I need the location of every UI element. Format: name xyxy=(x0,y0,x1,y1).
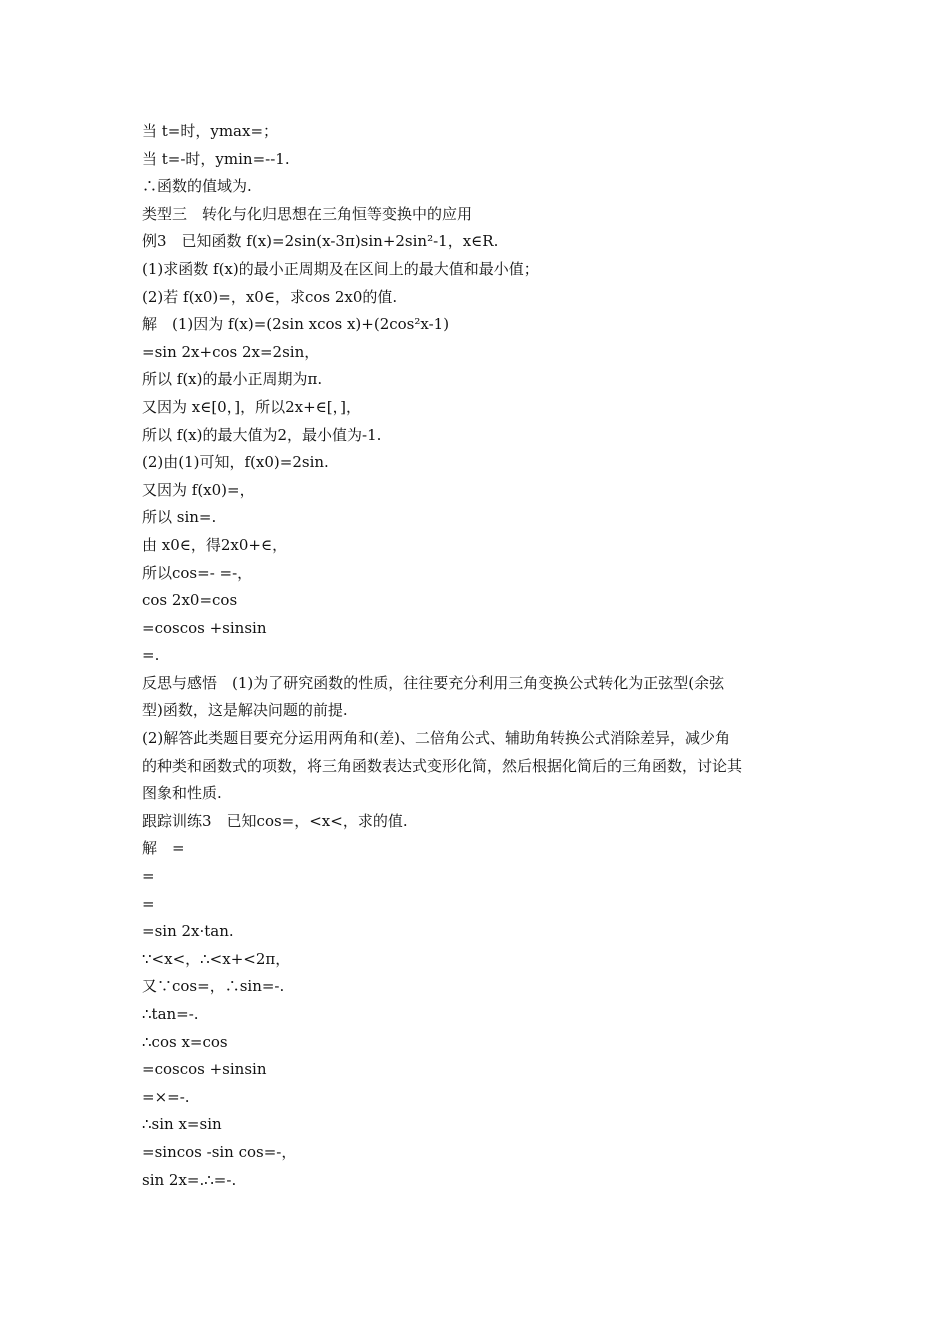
section-heading: 类型三 转化与化归思想在三角恒等变换中的应用 xyxy=(142,204,473,223)
reflection-line: 反思与感悟 (1)为了研究函数的性质，往往要充分利用三角变换公式转化为正弦型(余弦 xyxy=(142,673,725,692)
text-line: =×=-. xyxy=(142,1087,190,1106)
text-line: 所以cos=- =-， xyxy=(142,563,253,582)
solution-line: 解 = xyxy=(142,839,185,858)
exercise-statement: 跟踪训练3 已知cos=，<x<，求的值. xyxy=(142,811,408,830)
solution-line: 解 (1)因为 f(x)=(2sin xcos x)+(2cos²x-1) xyxy=(142,315,450,334)
text-line: 所以 f(x)的最小正周期为π. xyxy=(142,370,323,389)
text-line: (2)由(1)可知，f(x0)=2sin. xyxy=(142,453,329,472)
text-line: 又因为 x∈[0，]，所以2x+∈[，]， xyxy=(142,397,361,416)
text-line: = xyxy=(142,867,155,886)
text-line: ∴cos x=cos xyxy=(142,1032,228,1051)
text-line: =. xyxy=(142,646,160,665)
text-line: 又因为 f(x0)=， xyxy=(142,480,255,499)
text-line: 所以 f(x)的最大值为2，最小值为-1. xyxy=(142,425,382,444)
text-line: 的种类和函数式的项数，将三角函数表达式变形化简，然后根据化简后的三角函数，讨论其 xyxy=(142,756,743,775)
text-line: =sin 2x+cos 2x=2sin， xyxy=(142,342,320,361)
text-line: 当 t=-时，ymin=--1. xyxy=(142,149,290,168)
text-line: 由 x0∈，得2x0+∈， xyxy=(142,535,288,554)
text-line: (2)若 f(x0)=，x0∈，求cos 2x0的值. xyxy=(142,287,398,306)
text-line: 型)函数，这是解决问题的前提. xyxy=(142,701,348,720)
text-line: ∴sin x=sin xyxy=(142,1115,222,1134)
text-line: 所以 sin=. xyxy=(142,508,217,527)
text-line: sin 2x=.∴=-. xyxy=(142,1170,237,1189)
text-line: =coscos +sinsin xyxy=(142,618,267,637)
text-line: (2)解答此类题目要充分运用两角和(差)、二倍角公式、辅助角转换公式消除差异，减少角 xyxy=(142,729,730,748)
text-line: (1)求函数 f(x)的最小正周期及在区间上的最大值和最小值； xyxy=(142,259,539,278)
text-line: =coscos +sinsin xyxy=(142,1060,267,1079)
text-line: ∵<x<，∴<x+<2π， xyxy=(142,949,291,968)
document-body xyxy=(142,118,822,1194)
example-statement: 例3 已知函数 f(x)=2sin(x-3π)sin+2sin²-1，x∈R. xyxy=(142,232,499,251)
text-line: = xyxy=(142,894,155,913)
text-line: cos 2x0=cos xyxy=(142,591,238,610)
text-line: 图象和性质. xyxy=(142,784,222,803)
text-line: =sincos -sin cos=-， xyxy=(142,1142,297,1161)
text-line: 当 t=时，ymax=； xyxy=(142,122,279,140)
text-line: 又∵cos=，∴sin=-. xyxy=(142,977,285,996)
text-line: =sin 2x·tan. xyxy=(142,922,234,941)
text-line: ∴函数的值域为. xyxy=(142,177,252,196)
text-line: ∴tan=-. xyxy=(142,1005,199,1023)
